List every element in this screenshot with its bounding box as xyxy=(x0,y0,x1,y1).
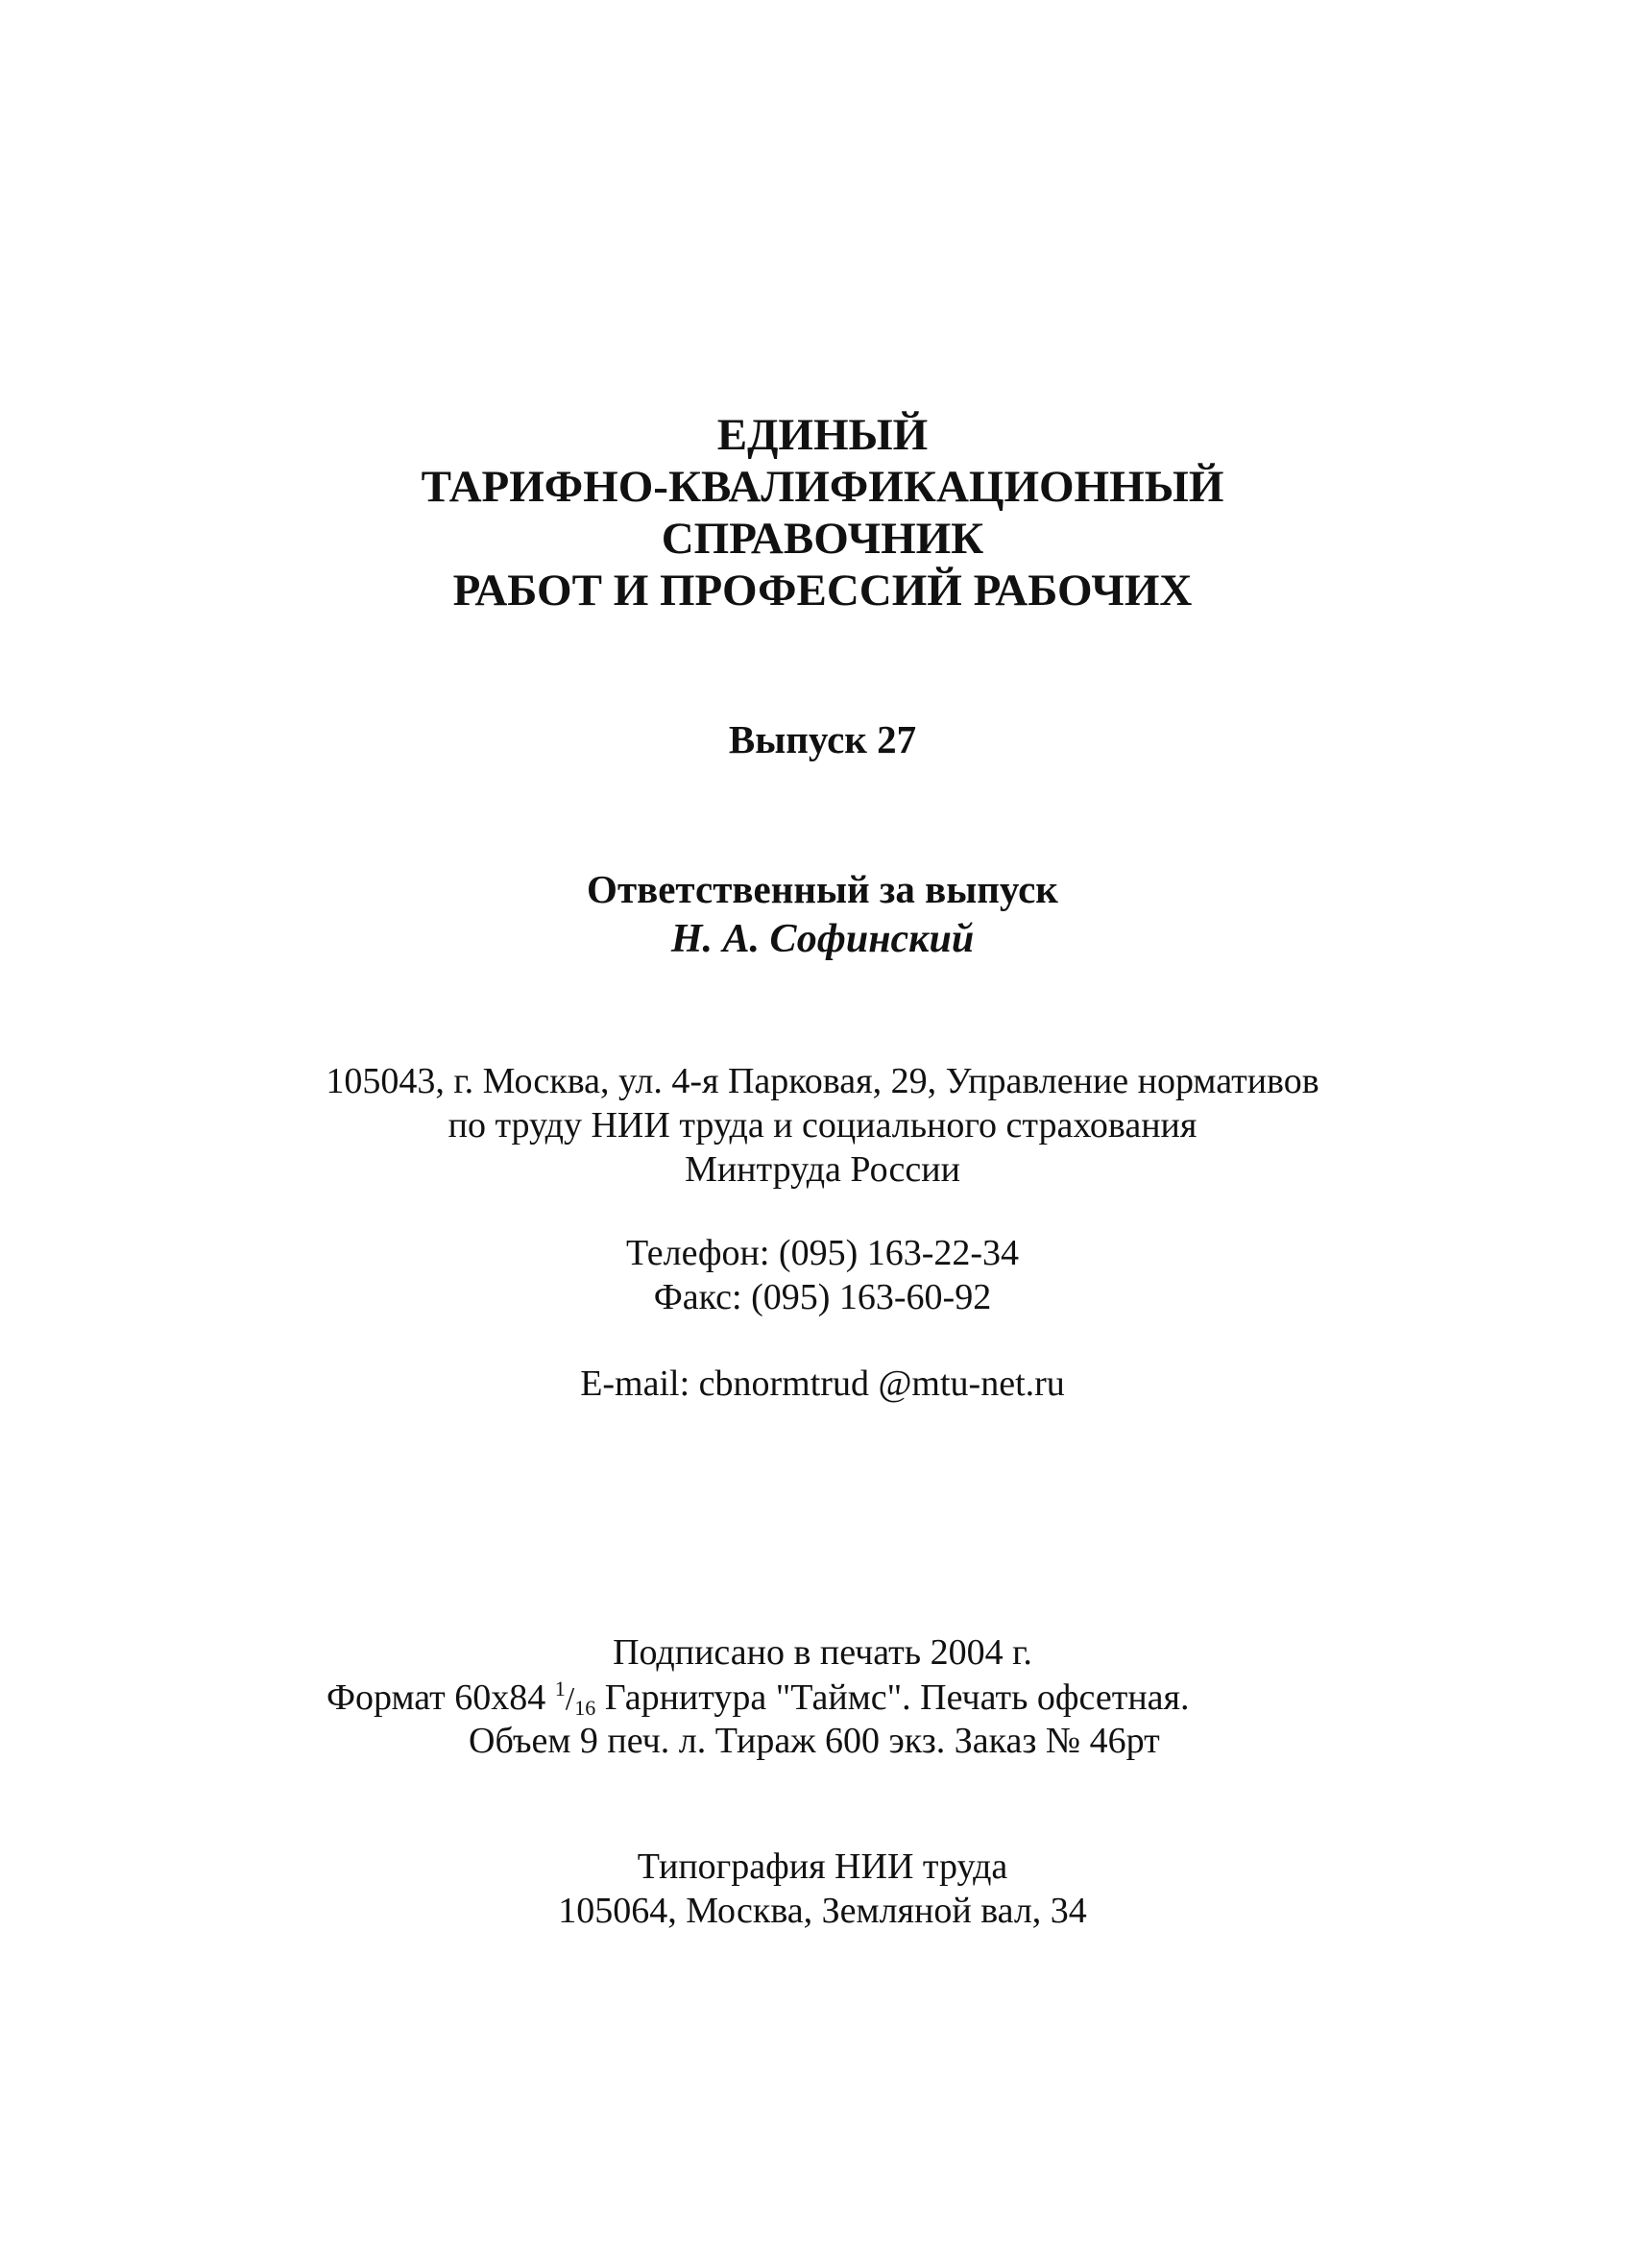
imprint-format-numerator: 1 xyxy=(554,1677,566,1701)
title-line-2: ТАРИФНО-КВАЛИФИКАЦИОННЫЙ xyxy=(421,462,1224,512)
title-line-4: РАБОТ И ПРОФЕССИЙ РАБОЧИХ xyxy=(452,566,1193,615)
issue-number: Выпуск 27 xyxy=(728,717,917,761)
printer-address: 105064, Москва, Земляной вал, 34 xyxy=(558,1891,1087,1931)
phone: Телефон: (095) 163-22-34 xyxy=(625,1233,1020,1273)
imprint-format-prefix: Формат 60х84 xyxy=(327,1677,555,1718)
printer-name: Типография НИИ труда xyxy=(637,1846,1008,1887)
responsible-name: Н. А. Софинский xyxy=(670,917,975,961)
responsible-label: Ответственный за выпуск xyxy=(587,867,1058,911)
imprint-format-slash: / xyxy=(565,1681,575,1717)
imprint-signed: Подписано в печать 2004 г. xyxy=(613,1632,1032,1673)
email: E-mail: cbnormtrud @mtu-net.ru xyxy=(580,1363,1065,1404)
address-line-3: Минтруда России xyxy=(685,1149,960,1190)
address-line-1: 105043, г. Москва, ул. 4-я Парковая, 29, Управление нормативов xyxy=(326,1061,1319,1101)
title-line-3: СПРАВОЧНИК xyxy=(661,514,984,564)
title-line-1: ЕДИНЫЙ xyxy=(716,410,929,460)
imprint-format-suffix: Гарнитура "Таймс". Печать офсетная. xyxy=(595,1677,1190,1718)
imprint-volume: Объем 9 печ. л. Тираж 600 экз. Заказ № 46рт xyxy=(469,1721,1160,1761)
imprint-format-denominator: 16 xyxy=(574,1696,596,1720)
address-line-2: по труду НИИ труда и социального страхования xyxy=(448,1105,1197,1146)
imprint-format xyxy=(327,1678,1190,1719)
fax: Факс: (095) 163-60-92 xyxy=(653,1277,992,1317)
